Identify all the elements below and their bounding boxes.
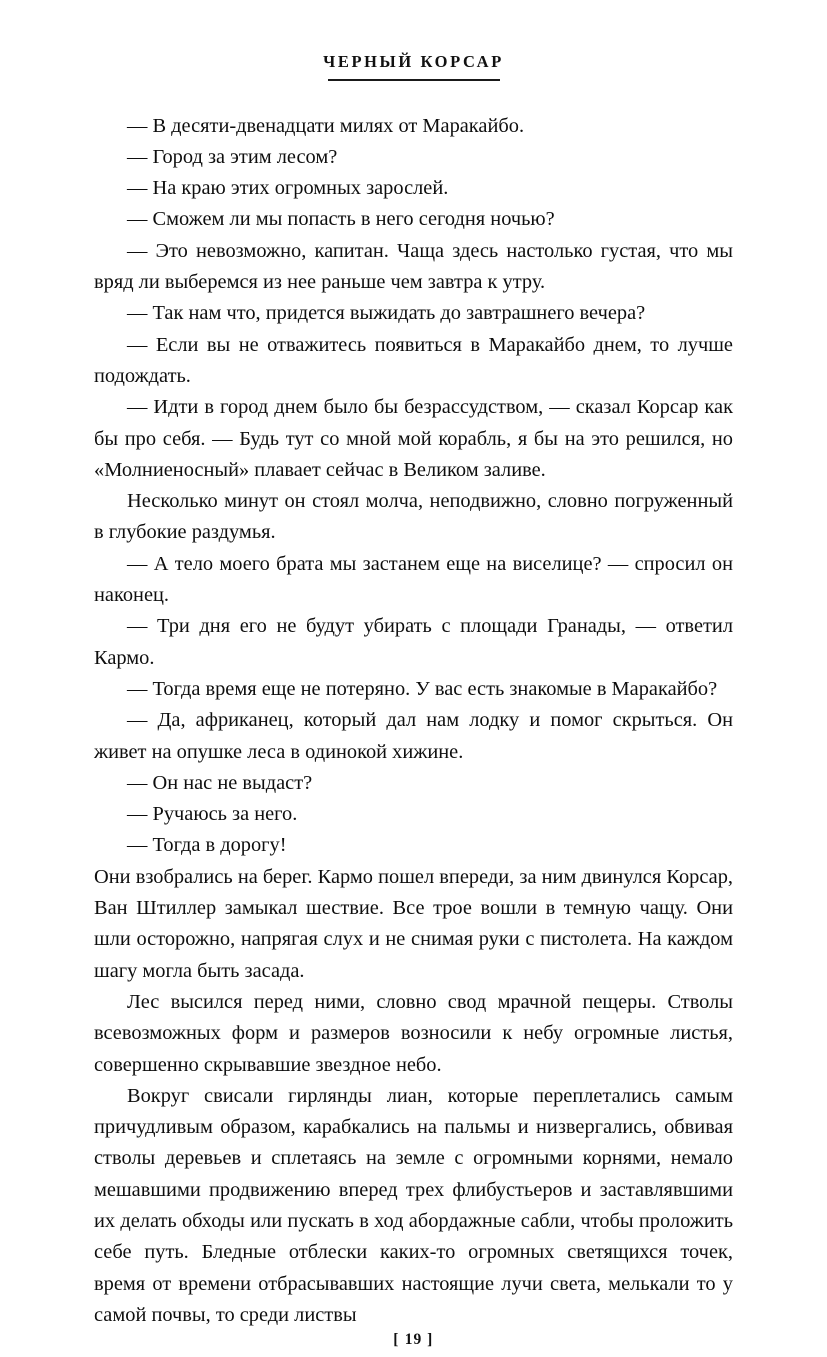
paragraph: Они взобрались на берег. Кармо пошел впереди, за ним двинулся Корсар, Ван Штиллер замыкал шествие. Все трое вошли в темную чащу. Они шли осторожно, напрягая слух и не снимая руки с пистолета. На каждом шагу могла быть засада. [94, 865, 733, 982]
paragraph: — Это невозможно, капитан. Чаща здесь настолько густая, что мы вряд ли выберемся из нее раньше чем завтра к утру. [94, 239, 733, 294]
running-head: ЧЕРНЫЙ КОРСАР [323, 52, 504, 71]
paragraph: — Да, африканец, который дал нам лодку и помог скрыться. Он живет на опушке леса в одинокой хижине. [94, 709, 733, 763]
paragraph: Лес высился перед ними, словно свод мрачной пещеры. Стволы всевозможных форм и размеров возносили к небу огромные листья, совершенно скрывавшие звездное небо. [94, 990, 733, 1076]
folio-number: 19 [404, 1331, 423, 1349]
paragraph: Вокруг свисали гирлянды лиан, которые переплетались самым причудливым образом, карабкались на пальмы и низвергались, обвивая стволы деревьев и сплетаясь на земле с огромными корнями, немало мешавшими продвижению вперед трех флибустьеров и заставлявшими их делать обходы или пускать в ход абордажные сабли, чтобы проложить себе путь. Бледные отблески каких-то огромных светящихся точек, время от времени отбрасывавших настоящие лучи света, мелькали то у самой почвы, то среди листвы [94, 1084, 733, 1326]
folio-bracket-left: [ [393, 1331, 400, 1349]
page-folio [94, 1331, 733, 1357]
paragraph: — Город за этим лесом? [127, 145, 338, 168]
paragraph: — Ручаюсь за него. [127, 803, 298, 826]
paragraph: — Идти в город днем было бы безрассудством, — сказал Корсар как бы про себя. — Будь тут со мной мой корабль, я бы на это решился, но «Молниеносный» плавает сейчас в Великом заливе. [94, 396, 733, 481]
folio-bracket-right: ] [427, 1331, 434, 1349]
paragraph: — Если вы не отважитесь появиться в Маракайбо днем, то лучше подождать. [94, 333, 733, 387]
paragraph: — Так нам что, придется выжидать до завтрашнего вечера? [127, 302, 646, 325]
page-header [94, 46, 733, 81]
paragraph: — На краю этих огромных зарослей. [127, 177, 449, 200]
paragraph: — А тело моего брата мы застанем еще на виселице? — спросил он наконец. [94, 552, 733, 607]
paragraph: — Сможем ли мы попасть в него сегодня ночью? [127, 208, 555, 231]
paragraph: Несколько минут он стоял молча, неподвижно, словно погруженный в глубокие раздумья. [94, 490, 733, 544]
header-rule [328, 79, 500, 81]
paragraph: — Тогда в дорогу! [127, 834, 287, 857]
paragraph: — В десяти-двенадцати милях от Маракайбо. [127, 114, 525, 137]
paragraph: — Три дня его не будут убирать с площади Гранады, — ответил Кармо. [94, 615, 733, 669]
body-text [94, 111, 733, 1332]
paragraph: — Он нас не выдаст? [127, 771, 313, 794]
paragraph: — Тогда время еще не потеряно. У вас есть знакомые в Маракайбо? [127, 677, 718, 700]
